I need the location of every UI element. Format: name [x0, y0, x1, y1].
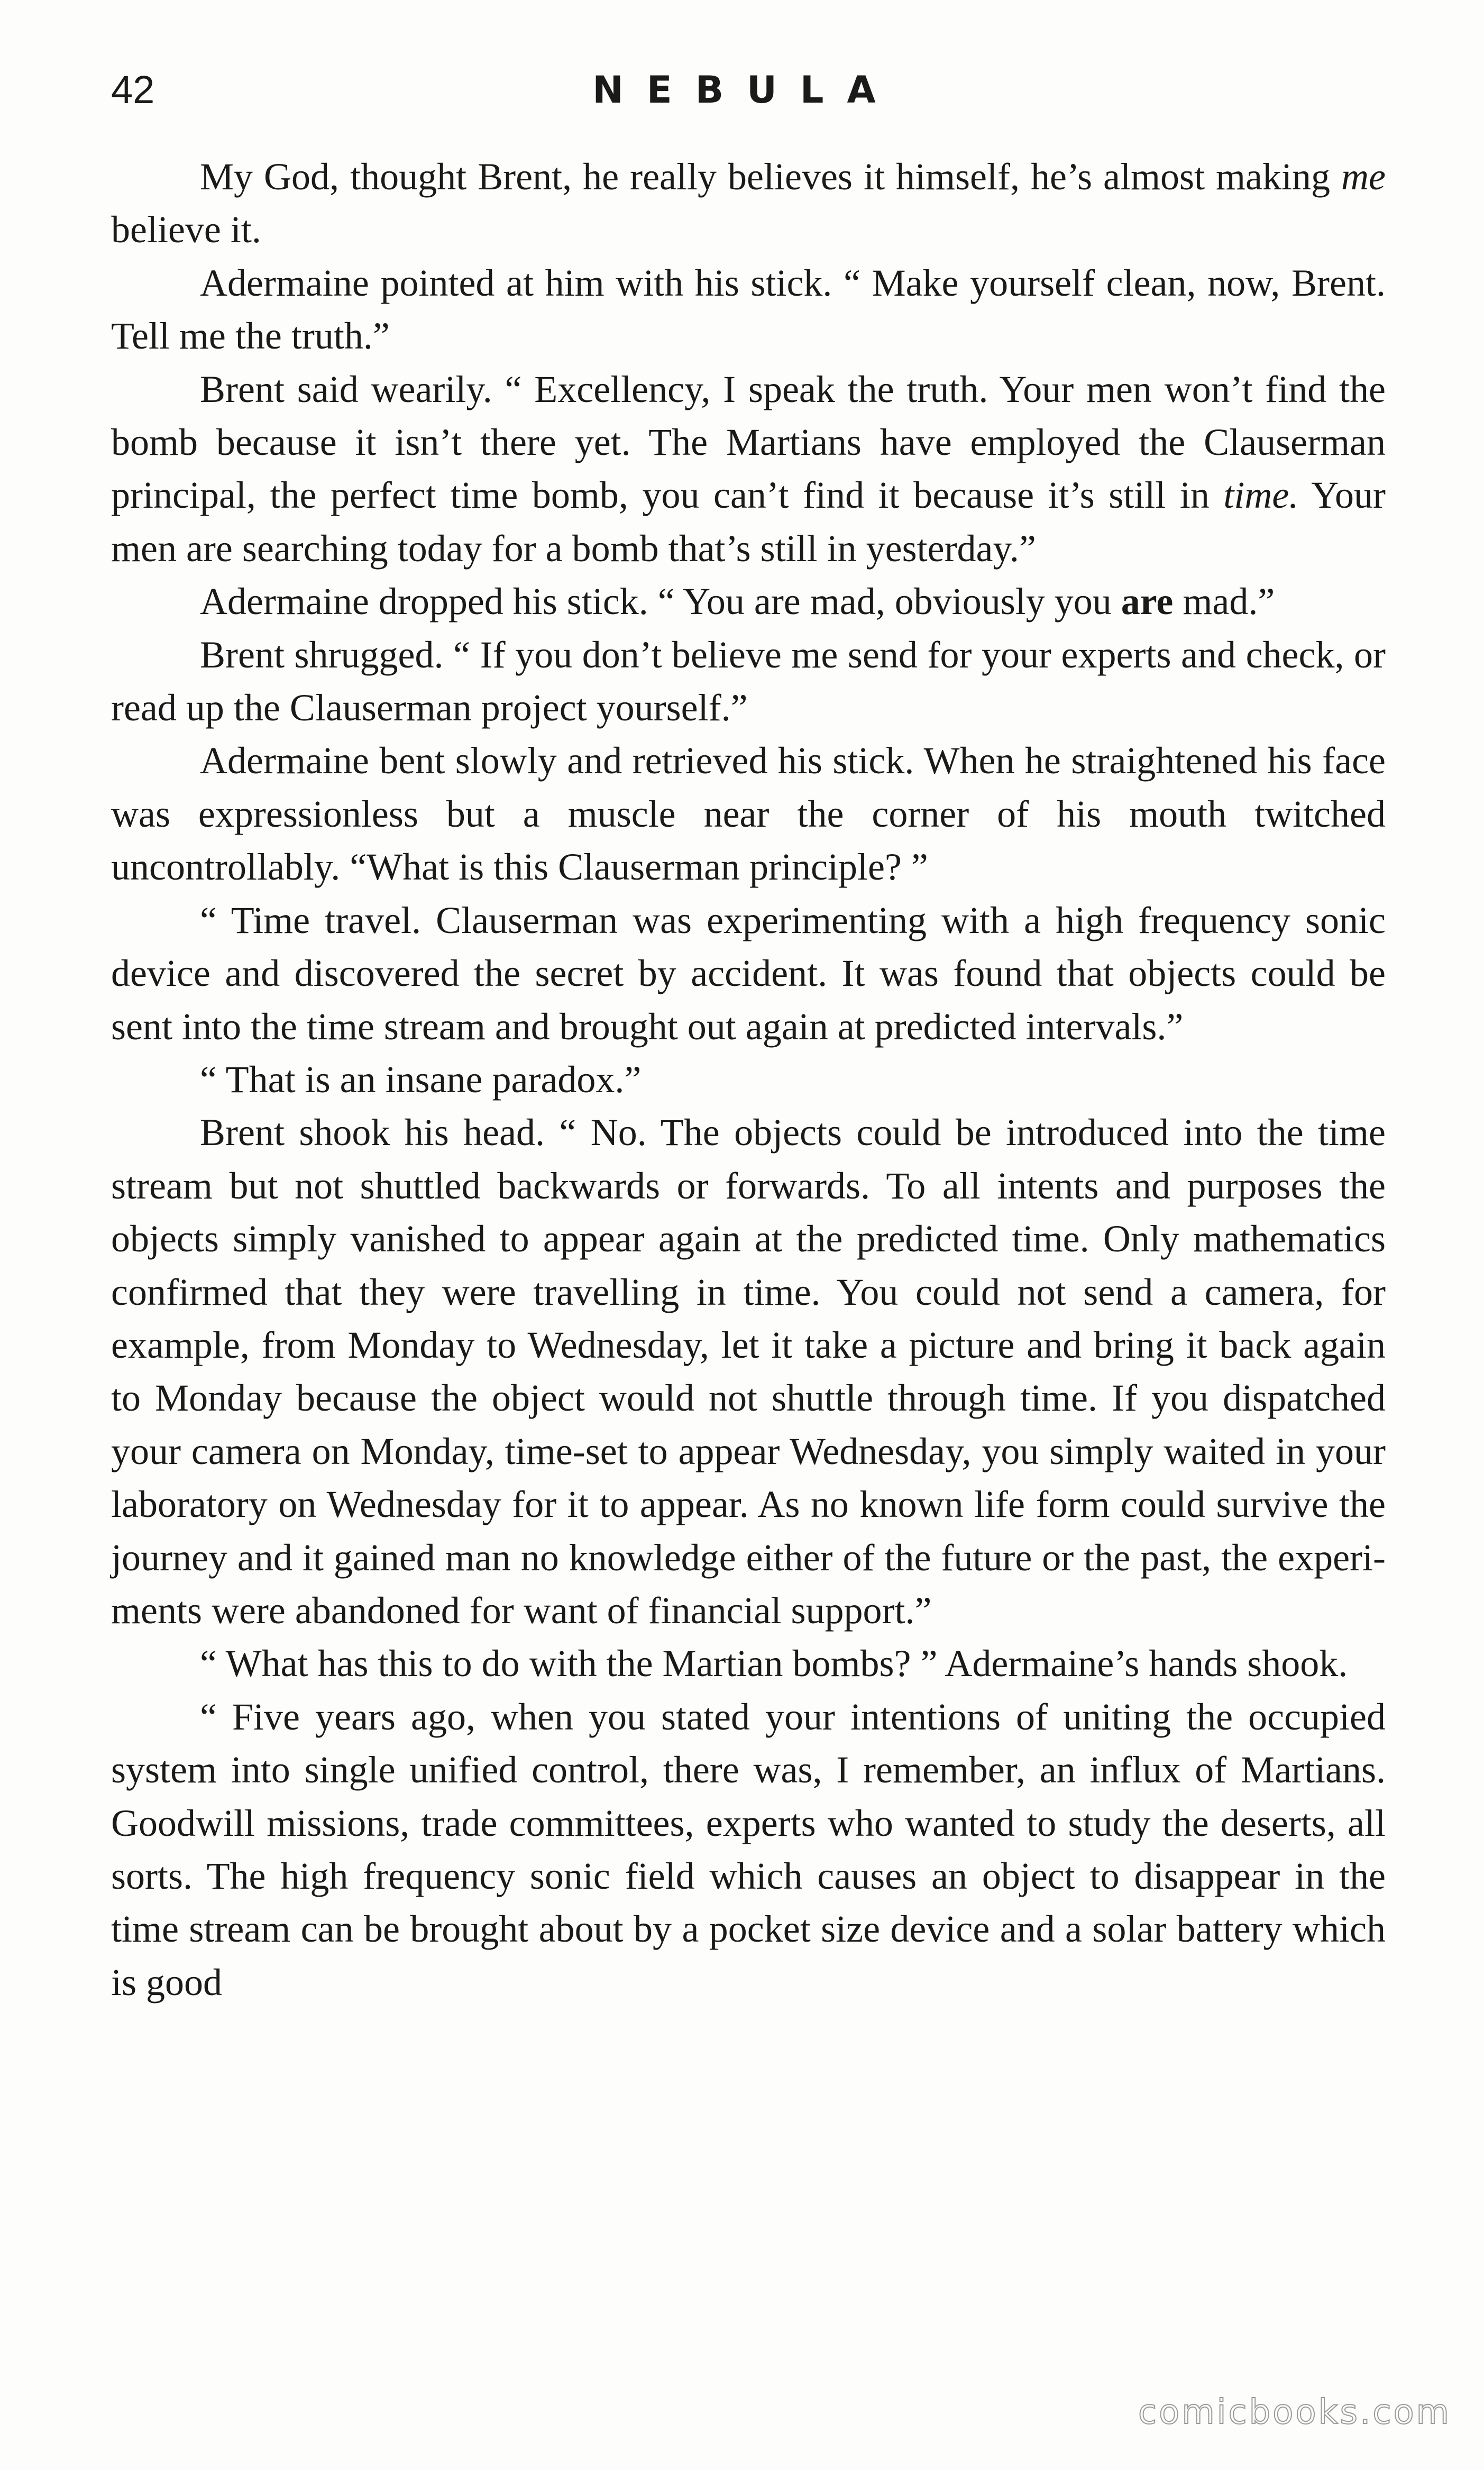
paragraph	[111, 1106, 1386, 1637]
paragraph	[111, 1690, 1386, 2009]
emphasis-bold: are	[1121, 580, 1174, 623]
text-run: Your men are searching today for a bomb that’s still in yesterday.”	[111, 474, 1386, 570]
text-run: Adermaine bent slowly and retrieved his stick. When he straightened his face was expressionless but a muscle near the corner of his mouth twitched uncontrollably. “What is this Clauserman principle? ”	[111, 739, 1386, 889]
text-run: My God, thought Brent, he really believes it himself, he’s almost making	[200, 155, 1342, 198]
paragraph	[111, 575, 1386, 628]
body-text	[111, 150, 1386, 2009]
emphasis-italic: me	[1341, 155, 1386, 198]
paragraph	[111, 1637, 1386, 1690]
text-run: Brent shrugged. “ If you don’t believe me send for your experts and check, or read up the Clauserman project yourself.”	[111, 633, 1386, 729]
paragraph	[111, 257, 1386, 363]
paragraph	[111, 628, 1386, 735]
text-run: “ That is an insane paradox.”	[200, 1058, 642, 1101]
text-run: “ What has this to do with the Martian bombs? ” Adermaine’s hands shook.	[200, 1642, 1348, 1685]
emphasis-italic: time.	[1223, 474, 1299, 517]
text-run: “ Five years ago, when you stated your intentions of uniting the occupied system into single unified control, there was, I remember, an influx of Martians. Goodwill missions, trade committees, experts who wanted to study the deserts, all sorts. The high frequency sonic field which causes an object to disappear in the time stream can be brought about by a pocket size device and a solar battery which is good	[111, 1695, 1386, 2004]
text-run: Adermaine pointed at him with his stick. “ Make yourself clean, now, Brent. Tell me the truth.”	[111, 261, 1386, 358]
page-number: 42	[111, 68, 155, 112]
text-run: believe it.	[111, 208, 261, 251]
text-run: Adermaine dropped his stick. “ You are mad, obviously you	[200, 580, 1121, 623]
paragraph	[111, 150, 1386, 257]
paragraph	[111, 1053, 1386, 1106]
text-run: Brent said wearily. “ Excellency, I speak the truth. Your men won’t find the bomb because it isn’t there yet. The Martians have employed the Clauserman principal, the perfect time bomb, you can’t find it because it’s still in	[111, 368, 1386, 517]
running-head-title: NEBULA	[592, 68, 899, 112]
paragraph	[111, 363, 1386, 575]
watermark: comicbooks.com	[1138, 2393, 1451, 2432]
paragraph	[111, 734, 1386, 893]
page-header	[111, 63, 1380, 127]
text-run: mad.”	[1173, 580, 1275, 623]
text-run: Brent shook his head. “ No. The objects could be introduced into the time stream but not shuttled backwards or forwards. To all intents and purposes the objects simply vanished to appear again at the predicted time. Only mathematics confirmed that they were travelling in time. You could not send a camera, for example, from Monday to Wednesday, let it take a picture and bring it back again to Monday because the object would not shuttle through time. If you dispatched your camera on Monday, time-set to appear Wednesday, you simply waited in your laboratory on Wednesday for it to appear. As no known life form could survive the journey and it gained man no knowledge either of the future or the past, the experiments were abandoned for want of financial support.”	[111, 1111, 1386, 1632]
paragraph	[111, 894, 1386, 1053]
text-run: “ Time travel. Clauserman was experimenting with a high frequency sonic device and discovered the secret by accident. It was found that objects could be sent into the time stream and brought out again at predicted intervals.”	[111, 899, 1386, 1048]
